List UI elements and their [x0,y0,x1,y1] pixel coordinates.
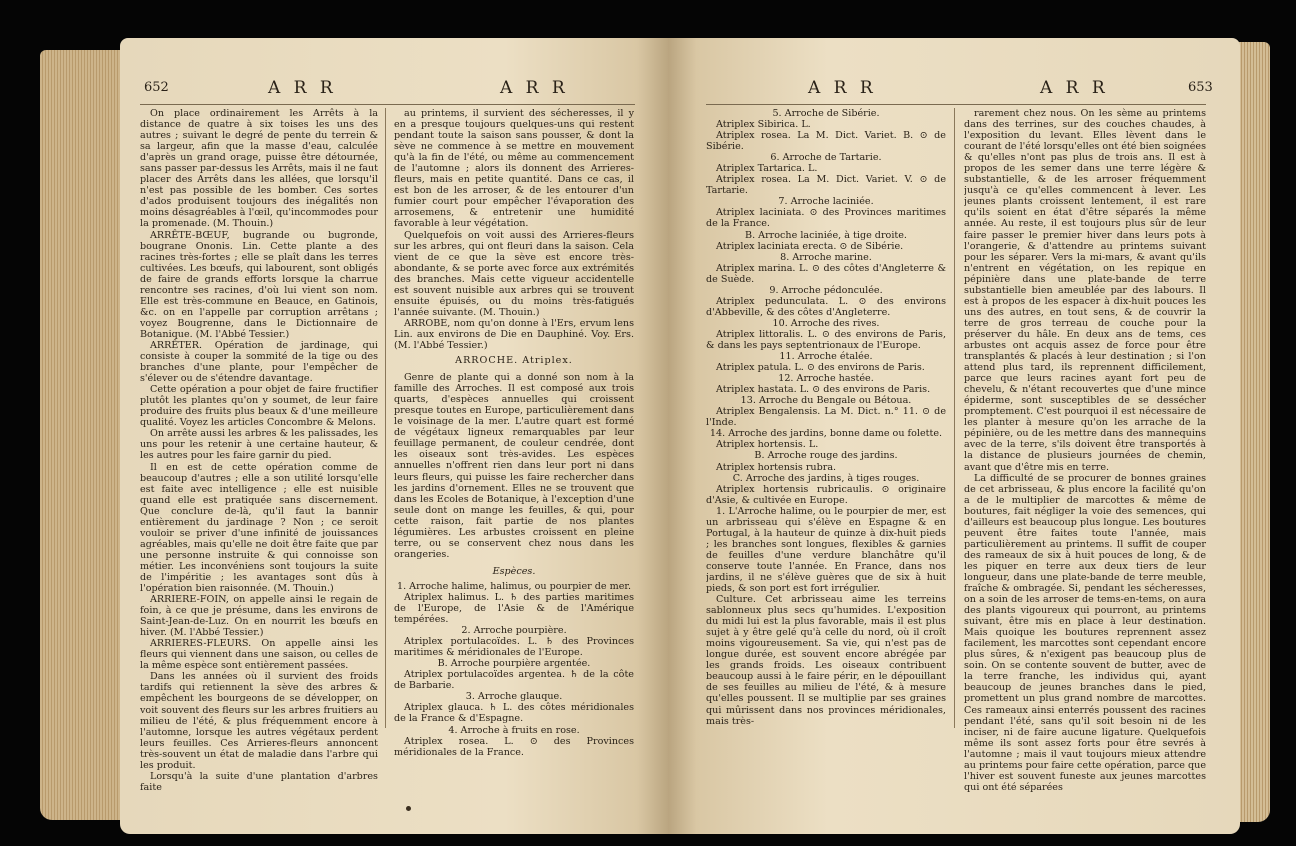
page-number-left: 652 [144,80,169,95]
paragraph: Espèces. [492,565,536,577]
paragraph: Atriplex Sibirica. L. [716,119,811,131]
paragraph: C. Arroche des jardins, à tiges rouges. [732,472,920,484]
left-page-column-2 [394,108,634,818]
paragraph: Atriplex hastata. L. ⊙ des environs de Paris. [716,384,931,396]
paragraph: Atriplex pedunculata. L. ⊙ des environs d'Abbeville, & des côtes d'Angleterre. [706,295,946,318]
column-divider-left [385,108,386,728]
right-page-column-1 [706,108,946,818]
header-rule-left [140,104,635,105]
paragraph: 14. Arroche des jardins, bonne dame ou folette. [709,428,943,440]
paragraph: ARRÊTER. Opération de jardinage, qui consiste à couper la sommité de la tige ou des branches d'une plante, pour l'empêcher de s'élever ou de s'étendre davantage. [140,339,378,385]
paragraph: B. Arroche rouge des jardins. [754,450,898,462]
paragraph: Atriplex marina. L. ⊙ des côtes d'Angleterre & de Suède. [706,262,946,285]
paragraph: ARRIERE-FOIN, on appelle ainsi le regain de foin, à ce que je présume, dans les environs de Saint-Jean-de-Luz. On en nourrit les bœufs en hiver. (M. l'Abbé Tessier.) [140,594,378,639]
paragraph: Il en est de cette opération comme de beaucoup d'autres ; elle a son utilité lorsqu'elle est faite avec intelligence ; elle est nuisible quand elle est pratiquée sans discernement. Que conclure de-là, qu'il faut la bannir entièrement du jardinage ? Non ; ce seroit vouloir se priver d'une infinité de jouissances agréables, mais qu'elle ne doit être faite que par une personne instruite & qui connoisse son métier. Les inconvéniens sont toujours la suite de l'impéritie ; les avantages sont dûs à l'opération bien raisonnée. (M. Thouin.) [140,461,378,595]
paragraph: 8. Arroche marine. [780,251,872,263]
left-page-column-1 [140,108,378,818]
paragraph: B. Arroche pourpière argentée. [437,658,591,670]
paragraph: 6. Arroche de Tartarie. [770,152,882,164]
paragraph: Atriplex Bengalensis. La M. Dict. n.° 11. ⊙ de l'Inde. [706,406,946,429]
paragraph: 2. Arroche pourpière. [461,625,567,637]
running-head-left-col1: A R R [268,78,337,98]
paragraph: On place ordinairement les Arrêts à la distance de quatre à six toises les uns des autres ; suivant le degré de pente du terrein & sa largeur, afin que la masse d'eau, calculée d'après un grand orage, puisse être détournée, sans passer par-dessus les Arrêts, mais il ne faut placer des Arrêts dans les allées, que lorsqu'il n'est pas possible de les bomber. Ces sortes d'ados produisent toujours des inégalités non moins désagréables à l'œil, qu'incommodes pour la promenade. (M. Thouin.) [140,108,378,230]
paragraph: ARRIERES-FLEURS. On appelle ainsi les fleurs qui viennent dans une saison, ou celles de la même espèce sont entièrement passées. [140,638,378,672]
paragraph: rarement chez nous. On les sème au printems dans des terrines, sur des couches chaudes, à l'exposition du levant. Elles lèvent dans le courant de l'été lorsqu'elles ont été bien soignées & qu'elles n'ont pas plus de trois ans. Il est à propos de les semer dans une terre légère & substantielle, & de les arroser fréquemment jusqu'à ce qu'elles commencent à lever. Les jeunes plants croissent lentement, il est rare qu'ils soient en état d'être séparés la même année. Au reste, il est toujours plus sûr de leur faire passer le premier hiver dans leurs pots à l'orangerie, & d'attendre au printems suivant pour les séparer. Vers la mi-mars, & avant qu'ils n'entrent en végétation, on les repique en pépinière dans une plate-bande de terre substantielle bien ameublée par des labours. Il est à propos de les espacer à dix-huit pouces les uns des autres, en tout sens, & de couvrir la terre de gros terreau de couche pour la préserver du hâle. En deux ans de tems, ces arbustes ont acquis assez de force pour être transplantés & placés à leur destination ; si l'on attend plus tard, ils reprennent difficilement, parce que leurs racines ayant fort peu de chevelu, & n'étant recouvertes que d'une mince épiderme, sont susceptibles de se dessécher promptement. C'est pourquoi il est nécessaire de les planter à mesure qu'on les arrache de la pépinière, ou de les mettre dans des mannequins avec de la terre, s'ils doivent être transportés à la distance de plusieurs journées de chemin, avant que d'être mis en terre. [964,108,1206,473]
paragraph: 1. L'Arroche halime, ou le pourpier de mer, est un arbrisseau qui s'élève en Espagne & en Portugal, à la hauteur de quinze à dix-huit pieds ; les branches sont longues, flexibles & garnies de feuilles d'une verdure blanchâtre qu'il conserve toute l'année. En France, dans nos jardins, il ne s'élève guères que de six à huit pieds, & son port est fort irrégulier. [706,505,946,595]
right-page-column-2 [964,108,1206,818]
paragraph: Atriplex portulacoïdes. L. ♄ des Provinces maritimes & méridionales de l'Europe. [394,636,634,659]
paragraph: au printems, il survient des sécheresses, il y en a presque toujours quelques-uns qui restent pendant toute la saison sans pousser, & dont la sève ne commence à se mettre en mouvement qu'à la fin de l'été, ou même au commencement de l'automne ; alors ils donnent des Arrieres-fleurs, mais en petite quantité. Dans ce cas, il est bon de les arroser, & de les entourer d'un fumier court pour empêcher l'évaporation des arrosemens, & entretenir une humidité favorable à leur végétation. [394,108,634,230]
paragraph: 1. Arroche halime, halimus, ou pourpier de mer. [396,580,632,592]
paragraph: 3. Arroche glauque. [465,691,563,703]
paragraph: B. Arroche laciniée, à tige droite. [745,229,907,241]
paragraph: 9. Arroche pédonculée. [769,284,883,296]
paragraph: Atriplex patula. L. ⊙ des environs de Paris. [716,362,925,374]
running-head-right-col1: A R R [808,78,877,98]
left-page [120,38,670,834]
page-edges-right [1238,42,1270,822]
paragraph: Atriplex rosea. La M. Dict. Variet. V. ⊙ de Tartarie. [706,174,946,197]
running-head-right-col2: A R R [1040,78,1109,98]
paragraph: Atriplex laciniata. ⊙ des Provinces maritimes de la France. [706,207,946,230]
paragraph: On arrête aussi les arbres & les palissades, les uns pour les retenir à une certaine hauteur, & les autres pour les faire garnir du pied. [140,428,378,462]
paragraph: La difficulté de se procurer de bonnes graines de cet arbrisseau, & plus encore la facilité qu'on a de le multiplier de marcottes & même de boutures, fait négliger la voie des semences, qui d'ailleurs est beaucoup plus longue. Les boutures peuvent être faites toute l'année, mais particulièrement au printems. Il suffit de couper des rameaux de six à huit pouces de long, & de les piquer en terre aux deux tiers de leur longueur, dans une plate-bande de terre meuble, fraîche & ombragée. Si, pendant les sécheresses, on a soin de les arroser de tems-en-tems, on aura des plants vigoureux qui pourront, au printems suivant, être mis en place à leur destination. Mais quoique les boutures reprennent assez facilement, les marcottes sont cependant encore plus sûres, & n'exigent pas beaucoup plus de soin. On se contente souvent de butter, avec de la terre franche, les individus qui, ayant beaucoup de jeunes branches dans le pied, promettent un plus grand nombre de marcottes. Ces rameaux ainsi enterrés poussent des racines pendant l'été, sans qu'il soit besoin ni de les inciser, ni de faire aucune ligature. Quelquefois même ils sont assez forts pour être sevrés à l'automne ; mais il vaut toujours mieux attendre au printems pour faire cette opération, parce que l'hiver est souvent funeste aux jeunes marcottes qui ont été séparées [964,472,1206,793]
paragraph: 4. Arroche à fruits en rose. [448,724,580,736]
open-book [40,28,1270,840]
paragraph: 7. Arroche laciniée. [778,196,874,208]
paragraph: Atriplex hortensis rubra. [716,461,837,473]
paragraph: Atriplex hortensis. L. [716,439,819,451]
paragraph: 10. Arroche des rives. [772,317,880,329]
running-head-left-col2: A R R [500,78,569,98]
page-number-right: 653 [1188,80,1213,95]
paragraph: ARRÊTE-BŒUF, bugrande ou bugronde, bougrane Ononis. Lin. Cette plante a des racines très-fortes ; elle se plaît dans les terres cultivées. Les bœufs, qui labourent, sont obligés de faire de grands efforts lorsque la charrue rencontre ses racines, d'où lui vient son nom. Elle est très-commune en Beauce, en Gatinois, &c. on en l'appelle par corruption arrêtans ; voyez Bougrenne, dans le Dictionnaire de Botanique. (M. l'Abbé Tessier.) [140,229,378,340]
header-rule-right [706,104,1206,105]
paragraph: 11. Arroche étalée. [779,351,873,363]
right-page [668,38,1240,834]
paragraph: Atriplex glauca. ♄ L. des côtes méridionales de la France & d'Espagne. [394,702,634,725]
paragraph: Atriplex littoralis. L. ⊙ des environs de Paris, & dans les pays septentrionaux de l'Europe. [706,328,946,351]
column-divider-right [954,108,955,728]
paragraph: Genre de plante qui a donné son nom à la famille des Arroches. Il est composé aux trois quarts, d'espèces annuelles qui croissent presque toutes en Europe, particulièrement dans le voisinage de la mer. L'autre quart est formé de végétaux ligneux remarquables par leur feuillage permanent, de couleur cendrée, dont les oiseaux sont très-avides. Les espèces annuelles n'offrent rien dans leur port ni dans leurs fleurs, qui puisse les faire rechercher dans les jardins d'ornement. Elles ne se trouvent que dans les Ecoles de Botanique, à l'exception d'une seule dont on mange les feuilles, & qui, pour cette raison, fait partie de nos plantes légumières. Les arbustes croissent en pleine terre, ou se conservent chez nous dans les orangeries. [394,372,634,560]
paragraph: Atriplex laciniata erecta. ⊙ de Sibérie. [716,240,904,252]
paragraph: ARROBE, nom qu'on donne à l'Ers, ervum lens Lin. aux environs de Die en Dauphiné. Voy. Ers. (M. l'Abbé Tessier.) [394,317,634,351]
paragraph: ARROCHE. Atriplex. [455,355,573,367]
paragraph: Dans les années où il survient des froids tardifs qui retiennent la sève des arbres & empêchent les bourgeons de se développer, on voit souvent des fleurs sur les arbres fruitiers au milieu de l'été, & plus fréquemment encore à l'automne, lorsque les autres végétaux perdent leurs feuilles. Ces Arrieres-fleurs annoncent très-souvent un état de maladie dans l'arbre qui les produit. [140,671,378,771]
paragraph: Atriplex rosea. L. ⊙ des Provinces méridionales de la France. [394,735,634,758]
paragraph: Cette opération a pour objet de faire fructifier plutôt les plantes qu'on y soumet, de leur faire produire des fruits plus beaux & d'une meilleure qualité. Voyez les articles Concombre & Melons. [140,384,378,429]
paragraph: Atriplex portulacoïdes argentea. ♄ de la côte de Barbarie. [394,669,634,692]
paragraph: Atriplex rosea. La M. Dict. Variet. B. ⊙ de Sibérie. [706,130,946,153]
paragraph: 5. Arroche de Sibérie. [772,108,880,119]
printer-ornament [406,806,411,811]
paragraph: 13. Arroche du Bengale ou Bétoua. [740,395,912,407]
paragraph: Atriplex Tartarica. L. [716,163,818,175]
paragraph: Culture. Cet arbrisseau aime les terreins sablonneux plus secs qu'humides. L'exposition du midi lui est la plus favorable, mais il est plus sujet à y être gelé qu'à celle du nord, où il croît moins vigoureusement. Sa vie, qui n'est pas de longue durée, est souvent encore abrégée par les grands froids. Les oiseaux contribuent beaucoup aussi à le faire périr, en le dépouillant de ses feuilles au milieu de l'été, & à mesure qu'elles poussent. Il se multiplie par ses graines qui mûrissent dans nos provinces méridionales, mais très- [706,594,946,727]
paragraph: 12. Arroche hastée. [778,373,874,385]
paragraph: Quelquefois on voit aussi des Arrieres-fleurs sur les arbres, qui ont fleuri dans la saison. Cela vient de ce que la sève est encore très-abondante, & se porte avec force aux extrémités des branches. Mais cette vigueur accidentelle est souvent nuisible aux arbres qui se trouvent ensuite épuisés, ou du moins très-fatigués l'année suivante. (M. Thouin.) [394,229,634,318]
paragraph: Lorsqu'à la suite d'une plantation d'arbres faite [140,770,378,793]
paragraph: Atriplex halimus. L. ♄ des parties maritimes de l'Europe, de l'Asie & de l'Amérique tempérées. [394,591,634,626]
paragraph: Atriplex hortensis rubricaulis. ⊙ originaire d'Asie, & cultivée en Europe. [706,483,946,506]
page-edges-left [40,50,130,820]
